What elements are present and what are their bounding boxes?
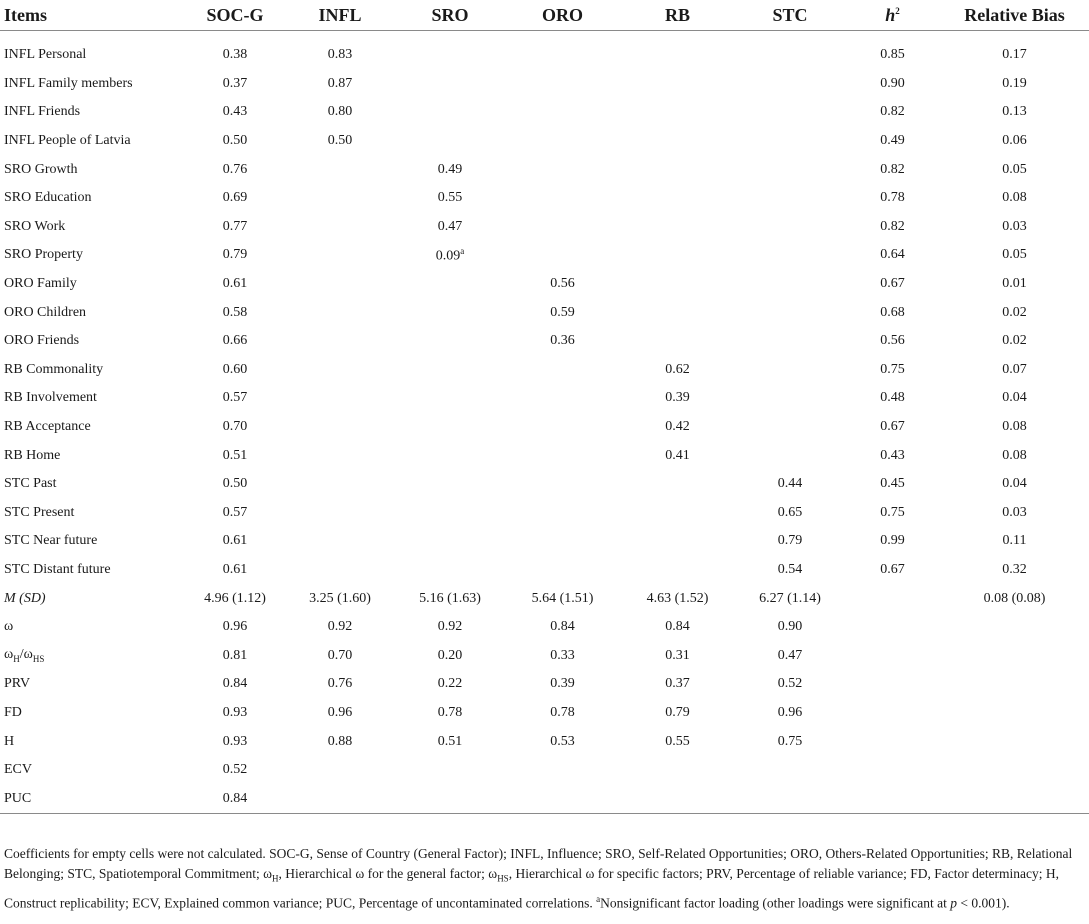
cell-soc-g: 0.37 <box>222 75 248 91</box>
cell-h2 <box>845 584 940 613</box>
cell-sro: 5.16 (1.63) <box>419 590 481 606</box>
cell-h2: 0.49 <box>880 133 905 149</box>
cell-oro: 0.56 <box>550 276 575 292</box>
cell-oro <box>505 70 620 99</box>
cell-stc <box>735 384 845 413</box>
row-label: SRO Property <box>4 247 83 263</box>
cell-stc <box>735 298 845 327</box>
row-label: STC Near future <box>4 533 98 549</box>
row-label: RB Home <box>4 447 61 463</box>
cell-rb <box>620 155 735 184</box>
cell-h2: 0.75 <box>880 504 905 520</box>
cell-stc <box>735 327 845 356</box>
cell-rb: 0.31 <box>665 647 690 663</box>
cell-rb <box>620 98 735 127</box>
cell-relative-bias: 0.05 <box>1002 161 1027 177</box>
cell-h2 <box>845 784 940 813</box>
col-header-oro: ORO <box>505 0 620 31</box>
cell-infl: 0.83 <box>327 47 353 63</box>
cell-relative-bias <box>940 641 1089 670</box>
cell-infl: 0.70 <box>327 647 353 663</box>
table-row <box>0 699 1089 728</box>
cell-rb: 0.37 <box>665 676 690 692</box>
cell-stc: 0.75 <box>777 733 803 749</box>
row-label: STC Past <box>4 476 57 492</box>
cell-rb <box>620 184 735 213</box>
cell-rb: 0.42 <box>665 419 690 435</box>
cell-h2: 0.68 <box>880 304 905 320</box>
cell-stc <box>735 784 845 813</box>
cell-oro <box>505 213 620 242</box>
cell-rb <box>620 270 735 299</box>
row-label: RB Involvement <box>4 390 97 406</box>
table-row <box>0 31 1089 70</box>
cell-soc-g: 0.79 <box>222 247 248 263</box>
table-row <box>0 556 1089 585</box>
cell-h2: 0.64 <box>880 247 905 263</box>
cell-infl: 0.80 <box>327 104 353 120</box>
cell-sro <box>395 327 505 356</box>
cell-h2 <box>845 756 940 785</box>
cell-soc-g: 0.84 <box>185 784 285 813</box>
col-header-items: Items <box>0 0 185 31</box>
cell-rb: 4.63 (1.52) <box>646 590 709 606</box>
cell-infl <box>285 298 395 327</box>
cell-soc-g: 0.69 <box>222 190 248 206</box>
cell-h2: 0.82 <box>880 104 905 120</box>
table-row <box>0 241 1089 270</box>
cell-relative-bias <box>940 699 1089 728</box>
cell-relative-bias: 0.13 <box>1002 104 1027 120</box>
cell-infl <box>285 327 395 356</box>
cell-relative-bias: 0.08 (0.08) <box>983 590 1046 606</box>
h2-base: h <box>885 4 896 25</box>
cell-relative-bias: 0.02 <box>1002 304 1027 320</box>
cell-oro <box>505 127 620 156</box>
cell-soc-g: 0.81 <box>222 647 248 663</box>
cell-h2 <box>845 613 940 642</box>
cell-relative-bias: 0.03 <box>1002 504 1027 520</box>
cell-soc-g: 0.38 <box>222 47 248 63</box>
cell-infl <box>285 499 395 528</box>
cell-soc-g: 0.50 <box>222 476 248 492</box>
cell-stc <box>735 127 845 156</box>
cell-oro <box>505 31 620 70</box>
cell-sro: 0.20 <box>437 647 463 663</box>
cell-infl: 0.50 <box>327 133 353 149</box>
cell-relative-bias: 0.19 <box>1002 75 1027 91</box>
cell-relative-bias: 0.04 <box>1002 476 1027 492</box>
cell-stc <box>735 356 845 385</box>
table-row <box>0 784 1089 813</box>
cell-soc-g: 0.96 <box>222 619 248 635</box>
cell-stc: 0.79 <box>777 533 803 549</box>
row-label: H <box>4 733 15 749</box>
cell-soc-g: 0.93 <box>222 733 248 749</box>
row-label: ORO Children <box>4 304 87 320</box>
cell-sro: 0.47 <box>437 218 463 234</box>
cell-soc-g: 0.58 <box>222 304 248 320</box>
cell-oro <box>505 756 620 785</box>
table-row <box>0 727 1089 756</box>
cell-relative-bias: 0.06 <box>1002 133 1027 149</box>
row-label: SRO Work <box>4 218 66 234</box>
table-footnote <box>4 844 1084 913</box>
cell-relative-bias: 0.04 <box>1002 390 1027 406</box>
cell-stc: 6.27 (1.14) <box>759 590 821 606</box>
row-label: PRV <box>4 676 31 692</box>
cell-oro <box>505 241 620 270</box>
cell-infl: 0.96 <box>327 704 353 720</box>
cell-stc: 0.90 <box>777 619 803 635</box>
row-label: RB Commonality <box>4 361 104 377</box>
cell-sro <box>395 270 505 299</box>
row-label: FD <box>4 704 22 720</box>
cell-infl <box>285 270 395 299</box>
col-header-infl: INFL <box>285 0 395 31</box>
cell-relative-bias <box>940 613 1089 642</box>
footnote-text-tail1: Nonsignificant factor loading (other loadings were significant at <box>600 895 951 911</box>
cell-sro <box>395 527 505 556</box>
cell-soc-g: 0.84 <box>222 676 248 692</box>
table-row <box>0 327 1089 356</box>
cell-sro <box>395 499 505 528</box>
cell-sro: 0.49 <box>437 161 463 177</box>
cell-relative-bias: 0.32 <box>1002 561 1027 577</box>
cell-soc-g: 0.61 <box>222 561 248 577</box>
cell-oro <box>505 356 620 385</box>
cell-stc <box>735 413 845 442</box>
cell-soc-g: 0.61 <box>222 533 248 549</box>
cell-h2: 0.56 <box>880 333 905 349</box>
cell-oro <box>505 499 620 528</box>
row-label: RB Acceptance <box>4 419 91 435</box>
cell-soc-g: 0.57 <box>222 504 248 520</box>
cell-h2: 0.67 <box>880 276 905 292</box>
cell-oro: 0.33 <box>550 647 575 663</box>
footnote-sup-a: a <box>596 893 601 904</box>
cell-sro <box>395 127 505 156</box>
cell-rb <box>620 556 735 585</box>
cell-oro: 0.84 <box>550 619 575 635</box>
footnote-text-mid2: , Hierarchical ω for specific factors; PRV, Percentage of reliable variance; FD, Factor determinacy; H, Construct replicability; ECV, Explained common variance; PUC, Percentage of uncontaminated correlations. <box>4 866 1060 911</box>
cell-stc <box>735 155 845 184</box>
cell-relative-bias: 0.03 <box>1002 218 1027 234</box>
table-row <box>0 527 1089 556</box>
cell-infl <box>285 384 395 413</box>
cell-h2: 0.82 <box>880 161 905 177</box>
cell-rb: 0.41 <box>665 447 690 463</box>
cell-stc: 0.96 <box>777 704 803 720</box>
cell-h2: 0.82 <box>880 218 905 234</box>
cell-h2: 0.43 <box>880 447 905 463</box>
cell-rb <box>620 527 735 556</box>
cell-rb <box>620 784 735 813</box>
cell-oro <box>505 470 620 499</box>
cell-infl: 0.87 <box>327 75 353 91</box>
cell-sro: 0.22 <box>437 676 463 692</box>
cell-oro <box>505 155 620 184</box>
row-label: $\omega_H/\omega_{HS}$ <box>4 647 45 665</box>
cell-sro <box>395 470 505 499</box>
footnote-sub-h: H <box>272 873 279 884</box>
table-row <box>0 470 1089 499</box>
table-row <box>0 298 1089 327</box>
cell-relative-bias: 0.05 <box>1002 247 1027 263</box>
cell-soc-g: 0.57 <box>222 390 248 406</box>
cell-infl: 0.76 <box>327 676 353 692</box>
cell-oro: 0.36 <box>550 333 575 349</box>
cell-stc: 0.54 <box>777 561 803 577</box>
cell-sro <box>395 441 505 470</box>
table-row <box>0 756 1089 785</box>
table-row <box>0 213 1089 242</box>
col-header-rb: RB <box>620 0 735 31</box>
cell-soc-g: 0.61 <box>222 276 248 292</box>
cell-soc-g: 0.50 <box>222 133 248 149</box>
cell-sro: 0.78 <box>437 704 463 720</box>
cell-sro <box>395 356 505 385</box>
cell-rb: 0.84 <box>665 619 690 635</box>
cell-h2: 0.67 <box>880 419 905 435</box>
row-label: ω <box>4 619 14 635</box>
row-label: STC Present <box>4 504 75 520</box>
col-header-h2 <box>845 0 940 31</box>
cell-stc: 0.65 <box>777 504 803 520</box>
cell-sro <box>395 98 505 127</box>
cell-h2: 0.99 <box>880 533 905 549</box>
cell-relative-bias <box>940 784 1089 813</box>
cell-h2 <box>845 699 940 728</box>
cell-h2 <box>845 641 940 670</box>
cell-sro: 0.51 <box>437 733 463 749</box>
row-label: ORO Friends <box>4 333 80 349</box>
cell-oro <box>505 384 620 413</box>
cell-relative-bias: 0.11 <box>1002 533 1027 549</box>
cell-sro <box>395 784 505 813</box>
cell-rb: 0.79 <box>665 704 690 720</box>
cell-oro: 0.39 <box>550 676 575 692</box>
cell-h2: 0.78 <box>880 190 905 206</box>
table-row <box>0 499 1089 528</box>
cell-stc <box>735 241 845 270</box>
cell-infl <box>285 527 395 556</box>
row-label: PUC <box>0 784 185 813</box>
cell-h2 <box>845 670 940 699</box>
cell-stc <box>735 31 845 70</box>
cell-rb <box>620 470 735 499</box>
cell-stc: 0.47 <box>777 647 803 663</box>
table-row <box>0 155 1089 184</box>
cell-infl <box>285 784 395 813</box>
cell-sro: 0.55 <box>437 190 463 206</box>
cell-sro: 0.92 <box>437 619 463 635</box>
cell-soc-g: 0.66 <box>222 333 248 349</box>
cell-rb <box>620 70 735 99</box>
cell-infl: 0.92 <box>327 619 353 635</box>
cell-stc <box>735 270 845 299</box>
cell-sro <box>395 756 505 785</box>
cell-soc-g: 0.43 <box>222 104 248 120</box>
cell-relative-bias: 0.02 <box>1002 333 1027 349</box>
cell-sro <box>395 413 505 442</box>
cell-relative-bias: 0.08 <box>1002 190 1027 206</box>
cell-oro <box>505 441 620 470</box>
cell-rb <box>620 756 735 785</box>
footnote-text-mid1: , Hierarchical ω for the general factor; ω <box>278 866 498 881</box>
footnote-text-tail2: < 0.001). <box>957 895 1010 911</box>
cell-infl <box>285 155 395 184</box>
table-row <box>0 641 1089 670</box>
cell-h2: 0.67 <box>880 561 905 577</box>
cell-soc-g: 0.77 <box>222 218 248 234</box>
cell-sro <box>395 384 505 413</box>
cell-stc <box>735 441 845 470</box>
cell-oro <box>505 556 620 585</box>
row-label: M (SD) <box>4 590 46 606</box>
cell-oro <box>505 184 620 213</box>
table-row <box>0 441 1089 470</box>
cell-relative-bias <box>940 670 1089 699</box>
cell-stc <box>735 98 845 127</box>
cell-relative-bias: 0.17 <box>1002 47 1027 63</box>
cell-rb <box>620 127 735 156</box>
cell-infl: 3.25 (1.60) <box>309 590 371 606</box>
col-header-stc: STC <box>735 0 845 31</box>
row-label: SRO Growth <box>4 161 78 177</box>
cell-stc: 0.52 <box>777 676 803 692</box>
cell-rb <box>620 241 735 270</box>
table-row <box>0 413 1089 442</box>
cell-stc <box>735 70 845 99</box>
table-header <box>0 0 1089 31</box>
cell-soc-g: 0.52 <box>222 762 248 778</box>
table-row <box>0 356 1089 385</box>
cell-rb: 0.62 <box>665 361 690 377</box>
row-label: INFL Family members <box>4 75 133 91</box>
cell-infl <box>285 470 395 499</box>
table-row <box>0 670 1089 699</box>
table-row <box>0 613 1089 642</box>
cell-sro <box>395 298 505 327</box>
cell-infl <box>285 441 395 470</box>
table-row <box>0 184 1089 213</box>
cell-infl <box>285 556 395 585</box>
table-row <box>0 384 1089 413</box>
table-row <box>0 98 1089 127</box>
row-label: INFL Friends <box>4 104 81 120</box>
footnote-sub-hs: HS <box>497 873 509 884</box>
cell-h2 <box>845 727 940 756</box>
cell-rb <box>620 327 735 356</box>
cell-relative-bias: 0.08 <box>1002 419 1027 435</box>
cell-infl <box>285 356 395 385</box>
cell-sro <box>395 556 505 585</box>
cell-stc <box>735 213 845 242</box>
cell-infl <box>285 184 395 213</box>
cell-relative-bias <box>940 756 1089 785</box>
cell-sro: 0.09$^a$ <box>435 246 465 264</box>
cell-soc-g: 0.51 <box>222 447 248 463</box>
cell-oro: 0.53 <box>550 733 575 749</box>
table-row <box>0 584 1089 613</box>
footnote-p: p <box>950 895 957 911</box>
cell-oro: 0.78 <box>550 704 575 720</box>
cell-h2: 0.48 <box>880 390 905 406</box>
cell-soc-g: 4.96 (1.12) <box>204 590 266 606</box>
cell-relative-bias: 0.01 <box>1002 276 1027 292</box>
cell-oro <box>505 527 620 556</box>
cell-h2: 0.45 <box>880 476 905 492</box>
cell-rb <box>620 298 735 327</box>
cell-soc-g: 0.70 <box>222 419 248 435</box>
cell-relative-bias <box>940 727 1089 756</box>
cell-infl: 0.88 <box>327 733 353 749</box>
footnote-text-main: Coefficients for empty cells were not calculated. SOC-G, Sense of Country (General Factor); INFL, Influence; SRO, Self-Related Opportunities; ORO, Others-Related Opportunities; RB, Relational Belonging; STC, Spatiotemporal Commitment; ω <box>4 846 1073 881</box>
table-row <box>0 70 1089 99</box>
col-header-soc-g: SOC-G <box>185 0 285 31</box>
row-label: ECV <box>4 762 32 778</box>
cell-infl <box>285 213 395 242</box>
col-header-sro: SRO <box>395 0 505 31</box>
cell-oro <box>505 413 620 442</box>
cell-rb <box>620 499 735 528</box>
cell-rb <box>620 213 735 242</box>
row-label: SRO Education <box>4 190 92 206</box>
cell-infl <box>285 241 395 270</box>
cell-sro <box>395 31 505 70</box>
h2-sup: 2 <box>895 5 900 16</box>
cell-infl <box>285 756 395 785</box>
cell-infl <box>285 413 395 442</box>
row-label: INFL Personal <box>4 47 87 63</box>
row-label: ORO Family <box>4 276 77 292</box>
table-body <box>0 31 1089 814</box>
table-row <box>0 127 1089 156</box>
cell-stc: 0.44 <box>777 476 803 492</box>
cell-stc <box>735 184 845 213</box>
cell-soc-g: 0.60 <box>222 361 248 377</box>
cell-relative-bias: 0.08 <box>1002 447 1027 463</box>
cell-oro: 5.64 (1.51) <box>531 590 594 606</box>
cell-stc <box>735 756 845 785</box>
table-row <box>0 270 1089 299</box>
row-label: STC Distant future <box>4 561 111 577</box>
cell-soc-g: 0.76 <box>222 161 248 177</box>
cell-rb: 0.55 <box>665 733 690 749</box>
row-label: INFL People of Latvia <box>4 133 131 149</box>
cell-rb: 0.39 <box>665 390 690 406</box>
cell-rb <box>620 31 735 70</box>
cell-h2: 0.90 <box>880 75 905 91</box>
cell-h2: 0.85 <box>880 47 905 63</box>
cell-relative-bias: 0.07 <box>1002 361 1027 377</box>
cell-oro <box>505 98 620 127</box>
cell-soc-g: 0.93 <box>222 704 248 720</box>
cell-sro <box>395 70 505 99</box>
cell-oro <box>505 784 620 813</box>
cell-oro: 0.59 <box>550 304 575 320</box>
cell-h2: 0.75 <box>880 361 905 377</box>
col-header-relative-bias: Relative Bias <box>940 0 1089 31</box>
